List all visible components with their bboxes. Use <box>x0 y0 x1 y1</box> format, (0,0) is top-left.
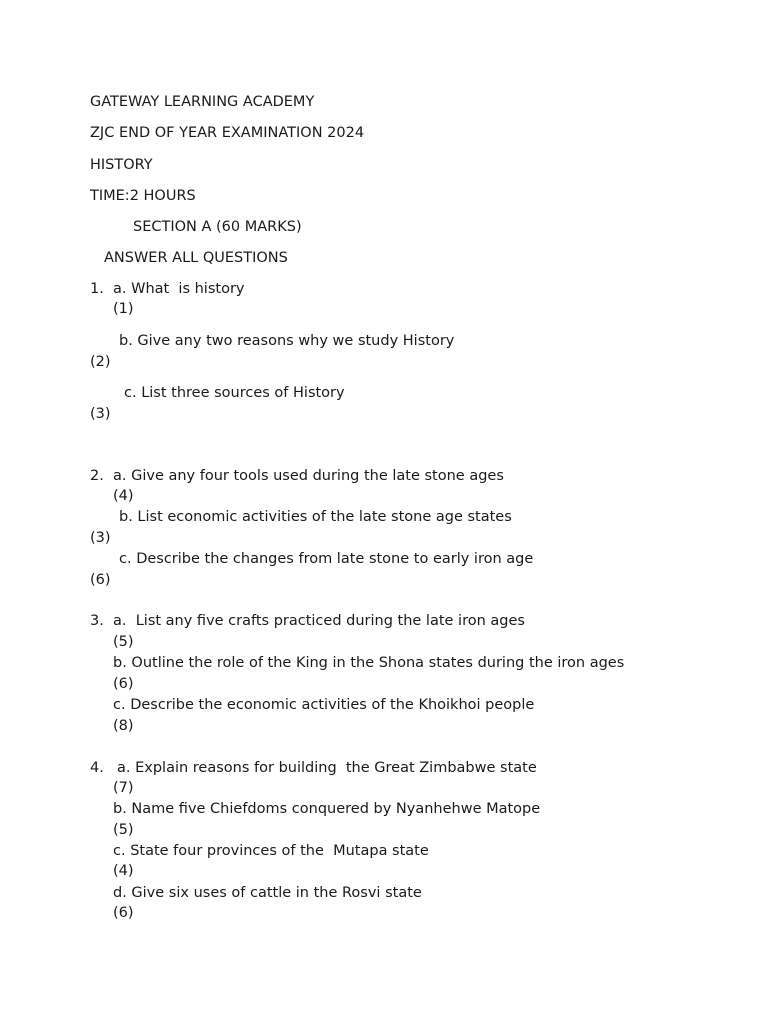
question-4c-marks: (4) <box>113 863 134 879</box>
question-3c-marks: (8) <box>113 718 134 734</box>
question-2a-text: a. Give any four tools used during the late stone ages <box>113 468 504 484</box>
exam-title: ZJC END OF YEAR EXAMINATION 2024 <box>90 125 365 141</box>
question-4d-marks: (6) <box>113 905 134 921</box>
question-2b-text: b. List economic activities of the late stone age states <box>119 509 512 525</box>
question-1c-text: c. List three sources of History <box>124 385 345 401</box>
question-2c-marks: (6) <box>90 572 111 588</box>
question-4d-text: d. Give six uses of cattle in the Rosvi state <box>113 885 422 901</box>
question-number-2: 2. <box>90 468 104 484</box>
school-name: GATEWAY LEARNING ACADEMY <box>90 94 315 110</box>
question-1c-marks: (3) <box>90 406 111 422</box>
question-4a-marks: (7) <box>113 780 134 796</box>
question-4a-text: a. Explain reasons for building the Great Zimbabwe state <box>117 760 537 776</box>
question-number-4: 4. <box>90 760 104 776</box>
question-4b-text: b. Name five Chiefdoms conquered by Nyanhehwe Matope <box>113 801 541 817</box>
question-1a-text: a. What is history <box>113 281 245 297</box>
question-1b-text: b. Give any two reasons why we study History <box>119 333 455 349</box>
exam-duration: TIME:2 HOURS <box>90 188 196 204</box>
question-3c-text: c. Describe the economic activities of the Khoikhoi people <box>113 697 535 713</box>
subject-title: HISTORY <box>90 157 153 173</box>
instruction-text: ANSWER ALL QUESTIONS <box>104 250 288 266</box>
question-3b-marks: (6) <box>113 676 134 692</box>
question-4b-marks: (5) <box>113 822 134 838</box>
question-2c-text: c. Describe the changes from late stone to early iron age <box>119 551 534 567</box>
question-1a-marks: (1) <box>113 301 134 317</box>
question-3b-text: b. Outline the role of the King in the Shona states during the iron ages <box>113 655 625 671</box>
question-1b-marks: (2) <box>90 354 111 370</box>
question-number-1: 1. <box>90 281 104 297</box>
question-2a-marks: (4) <box>113 488 134 504</box>
question-4c-text: c. State four provinces of the Mutapa state <box>113 843 429 859</box>
question-2b-marks: (3) <box>90 530 111 546</box>
question-3a-marks: (5) <box>113 634 134 650</box>
section-heading: SECTION A (60 MARKS) <box>133 219 302 235</box>
question-number-3: 3. <box>90 613 104 629</box>
question-3a-text: a. List any five crafts practiced during the late iron ages <box>113 613 525 629</box>
